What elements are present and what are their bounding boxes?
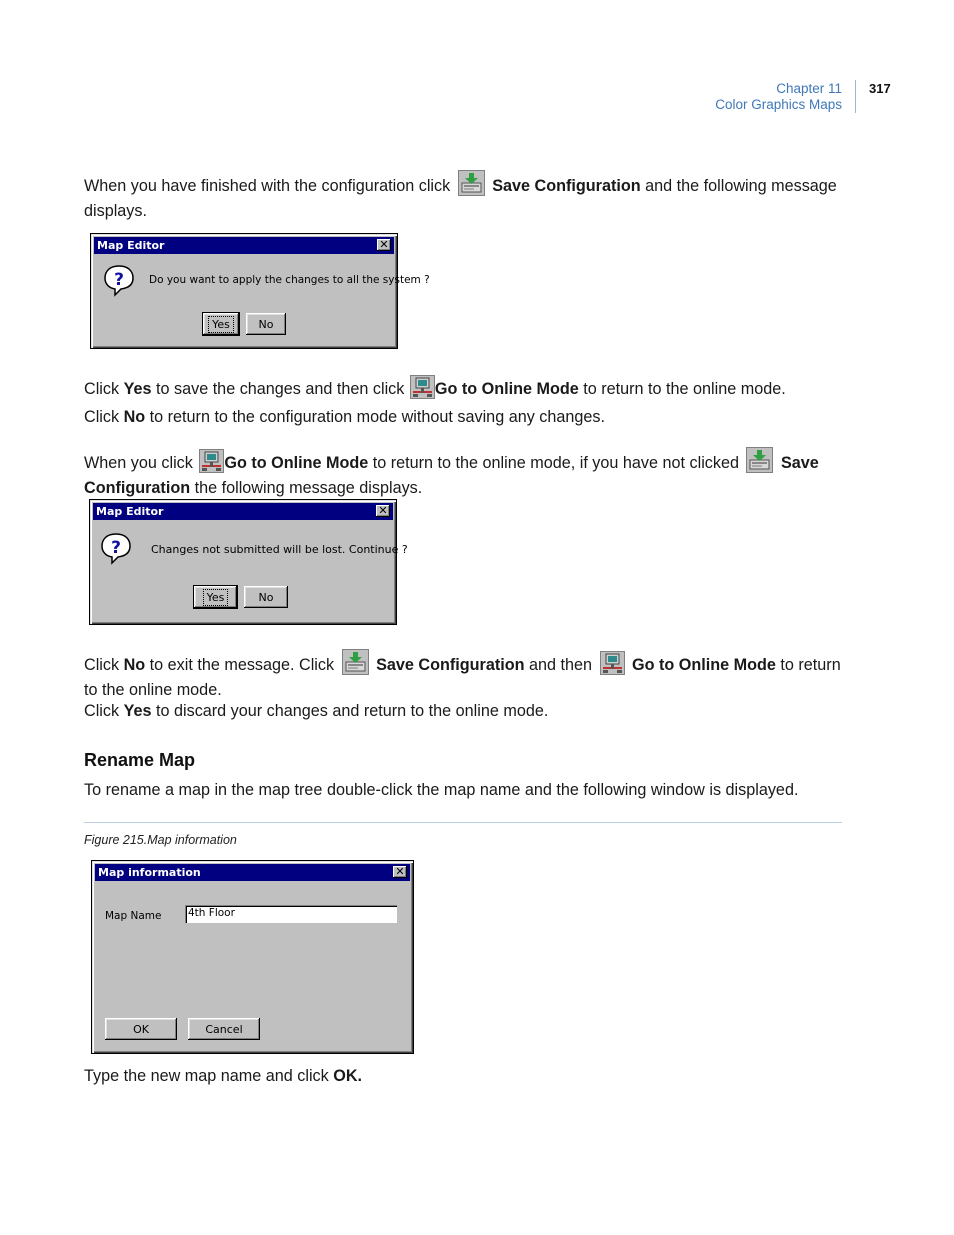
text: Click [84,408,120,426]
bold-term: Save Configuration [84,454,819,497]
text: Click [84,380,120,398]
dialog-message: Do you want to apply the changes to all the system ? [149,274,430,286]
bold-term: Save Configuration [376,656,525,674]
header-divider [855,80,856,113]
paragraph-save-config [84,170,854,221]
figure-divider [84,822,842,823]
button-label: No [258,590,274,604]
bold-term: No [123,656,146,674]
paragraph-click-yes-discard [84,701,854,721]
dialog-titlebar [93,503,393,520]
go-to-online-mode-icon [199,449,224,478]
map-editor-dialog-apply [90,233,430,349]
text: to return to the online mode. [583,380,786,398]
question-icon [100,532,132,566]
ok-button[interactable] [105,1018,177,1040]
map-name-input[interactable]: 4th Floor [185,905,397,923]
text: Click [84,702,120,720]
no-button[interactable] [244,586,288,608]
bold-term: Go to Online Mode [434,380,579,398]
close-icon[interactable]: ✕ [376,505,390,517]
dialog-titlebar [95,864,410,881]
text: When you click [84,454,193,472]
close-icon[interactable]: ✕ [377,239,391,251]
dialog-message: Changes not submitted will be lost. Continue ? [151,543,408,556]
text: to exit the message. Click [149,656,335,674]
text: to discard your changes and return to the online mode. [156,702,549,720]
text: to return to the configuration mode without saving any changes. [149,408,605,426]
svg-text:?: ? [111,538,121,558]
text: and the following message displays. [84,177,837,220]
text: the following message displays. [194,479,423,497]
dialog-title: Map Editor [97,239,165,252]
bold-term: Yes [123,380,152,398]
dialog-title: Map information [98,866,201,879]
button-label: Yes [212,317,230,331]
header-chapter: Chapter 11 [776,81,842,96]
text: When you have finished with the configuration click [84,177,451,195]
cancel-button[interactable] [188,1018,260,1040]
go-to-online-mode-icon [410,375,435,404]
button-label: Yes [206,590,225,604]
button-label: No [258,317,274,331]
yes-button[interactable] [194,586,237,608]
bold-term: OK. [333,1067,363,1085]
text: to save the changes and then click [156,380,405,398]
map-name-label: Map Name [105,910,162,922]
save-configuration-icon [746,447,773,478]
button-label: OK [133,1022,149,1036]
paragraph-type-name [84,1066,854,1086]
go-to-online-mode-icon [600,651,625,680]
text: Type the new map name and click [84,1067,329,1085]
paragraph-click-yes [84,375,854,404]
dialog-title: Map Editor [96,505,164,518]
svg-text:?: ? [114,270,124,290]
yes-button[interactable] [203,313,239,335]
header-section: Color Graphics Maps [715,97,842,112]
text: and then [529,656,593,674]
bold-term: Go to Online Mode [632,656,776,674]
map-editor-dialog-discard [89,499,408,625]
question-icon [103,264,135,298]
paragraph-exit-message [84,649,844,700]
no-button[interactable] [246,313,286,335]
bold-term: Yes [123,702,152,720]
paragraph-online-mode-warning [84,447,844,498]
button-label: Cancel [205,1022,243,1036]
section-title: Rename Map [84,750,196,770]
bold-term: Save Configuration [492,177,641,195]
section-intro: To rename a map in the map tree double-click the map name and the following window is displayed. [84,781,799,799]
bold-term: Go to Online Mode [224,454,369,472]
dialog-titlebar [94,237,394,254]
text: to return to the online mode. [84,656,841,699]
save-configuration-icon [458,170,485,201]
paragraph-click-no [84,407,854,427]
save-configuration-icon [342,649,369,680]
figure-caption: Figure 215.Map information [84,833,237,847]
close-icon[interactable]: ✕ [393,866,407,878]
page-number: 317 [869,81,891,96]
map-information-dialog [91,860,414,1054]
bold-term: No [123,408,146,426]
text: to return to the online mode, if you have not clicked [372,454,739,472]
text: Click [84,656,120,674]
